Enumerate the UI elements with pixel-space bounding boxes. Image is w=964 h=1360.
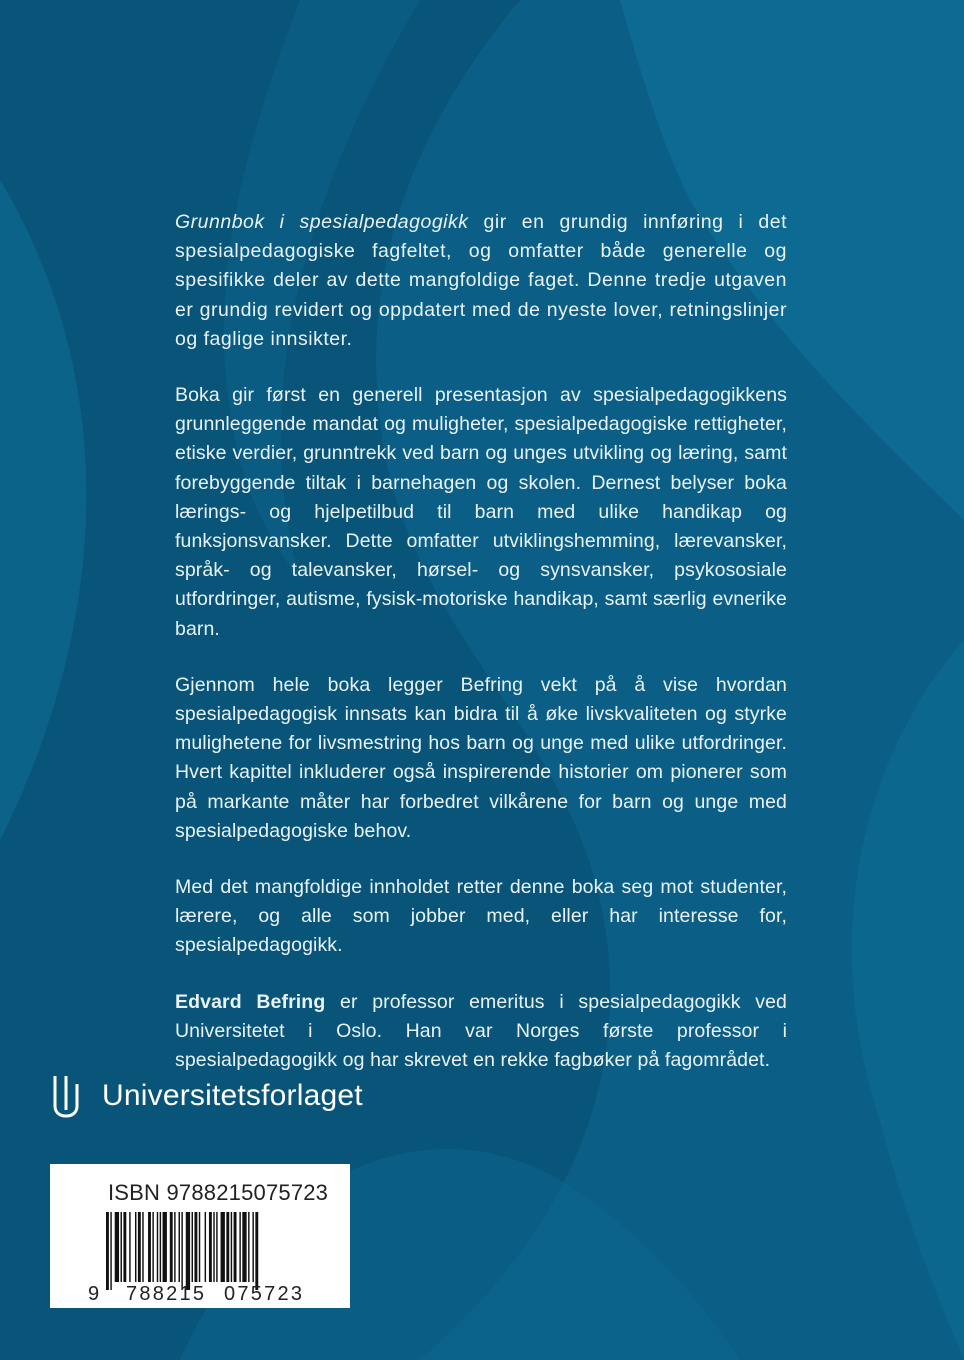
barcode-bar [209,1212,212,1282]
barcode-bar [174,1212,175,1282]
barcode-digits-right: 075723 [224,1283,302,1302]
barcode-bar [163,1212,167,1282]
barcode-bar [231,1212,232,1282]
description-paragraph-1 [175,208,787,354]
author-name: Edvard Befring [175,990,326,1013]
barcode-bar [248,1212,249,1282]
barcode-bar [123,1212,126,1282]
barcode-bar [115,1212,119,1282]
barcode-bar [226,1212,229,1282]
barcode-bar [194,1212,197,1282]
universitetsforlaget-logo-icon [52,1074,80,1118]
barcode-bar [216,1212,217,1282]
barcode-bar [213,1212,214,1282]
barcode-bar [129,1212,130,1282]
barcode-bar [181,1212,182,1290]
barcode-bar [160,1212,161,1282]
barcode-bar [255,1212,258,1290]
barcode-bar [234,1212,237,1282]
barcode-bar [239,1212,240,1282]
barcode-bar [179,1212,180,1282]
book-title-italic: Grunnbok i spesialpedagogikk [175,211,469,233]
publisher-name: Universitetsforlaget [102,1079,363,1112]
barcode-bar [138,1212,141,1282]
description-paragraph-3: Gjennom hele boka legger Befring vekt på å vise hvordan spesialpedagogisk innsats kan bidra til å øke livskvaliteten og styrke mulighetene for livsmestring hos barn og unge med ulike utfordringer. Hvert kapittel inkluderer også inspirerende historier om pionerer som på markante måter har forbedret vilkårene for barn og unge med spesialpedagogiske behov. [175,673,787,842]
author-bio-text: er professor emeritus i spesialpedagogikk ved Universitetet i Oslo. Han var Norges første professor i spesialpedagogikk og har skrevet en rekke fagbøker på fagområdet. [175,990,787,1072]
author-bio [175,988,787,1076]
barcode-digits-left: 788215 [126,1283,204,1302]
publisher-block [52,1074,363,1118]
barcode-bar [121,1212,122,1282]
barcode-bar [221,1212,225,1282]
barcode-bar [148,1212,151,1282]
barcode-bar [157,1212,158,1282]
back-cover-text [175,208,787,1102]
barcode-bar [110,1212,111,1290]
isbn-barcode-box [50,1164,350,1308]
barcode-bar [186,1212,190,1290]
description-paragraph-2: Boka gir først en generell presentasjon av spesialpedagogikkens grunnleggende mandat og muligheter, spesialpedagogiske rettigheter, etiske verdier, grunntrekk ved barn og unges utvikling og læring, samt forebyggende tiltak i barnehagen og skolen. Dernest belyser boka lærings- og hjelpetilbud til barn med ulike handikap og funksjonsvansker. Dette omfatter utviklingshemming, lærevansker, språk- og talevansker, hørsel- og synsvansker, psykososiale utfordringer, autisme, fysisk-motoriske handikap, samt særlig evnerike barn. [175,384,787,640]
barcode-bar [192,1212,193,1282]
barcode [86,1212,336,1302]
barcode-digit-first: 9 [88,1283,100,1302]
barcode-bar [135,1212,136,1282]
barcode-bar [152,1212,153,1282]
barcode-bar [199,1212,200,1282]
barcode-bar [170,1212,173,1282]
barcode-bar [142,1212,143,1282]
description-paragraph-4: Med det mangfoldige innholdet retter denne boka seg mot studenter, lærere, og alle som jobber med, eller har interesse for, spesialpedagogikk. [175,876,787,957]
description-paragraph-1-text: gir en grundig innføring i det spesialpedagogiske fagfeltet, og omfatter både generelle og spesifikke deler av dette mangfoldige faget. Denne tredje utgaven er grundig revidert og oppdatert med de nyeste lover, retningslinjer og faglige innsikter. [175,211,787,350]
barcode-bar [106,1212,109,1290]
isbn-label: ISBN 9788215075723 [108,1180,329,1205]
barcode-bar [252,1212,253,1282]
barcode-bar [205,1212,206,1282]
barcode-bar [242,1212,246,1282]
